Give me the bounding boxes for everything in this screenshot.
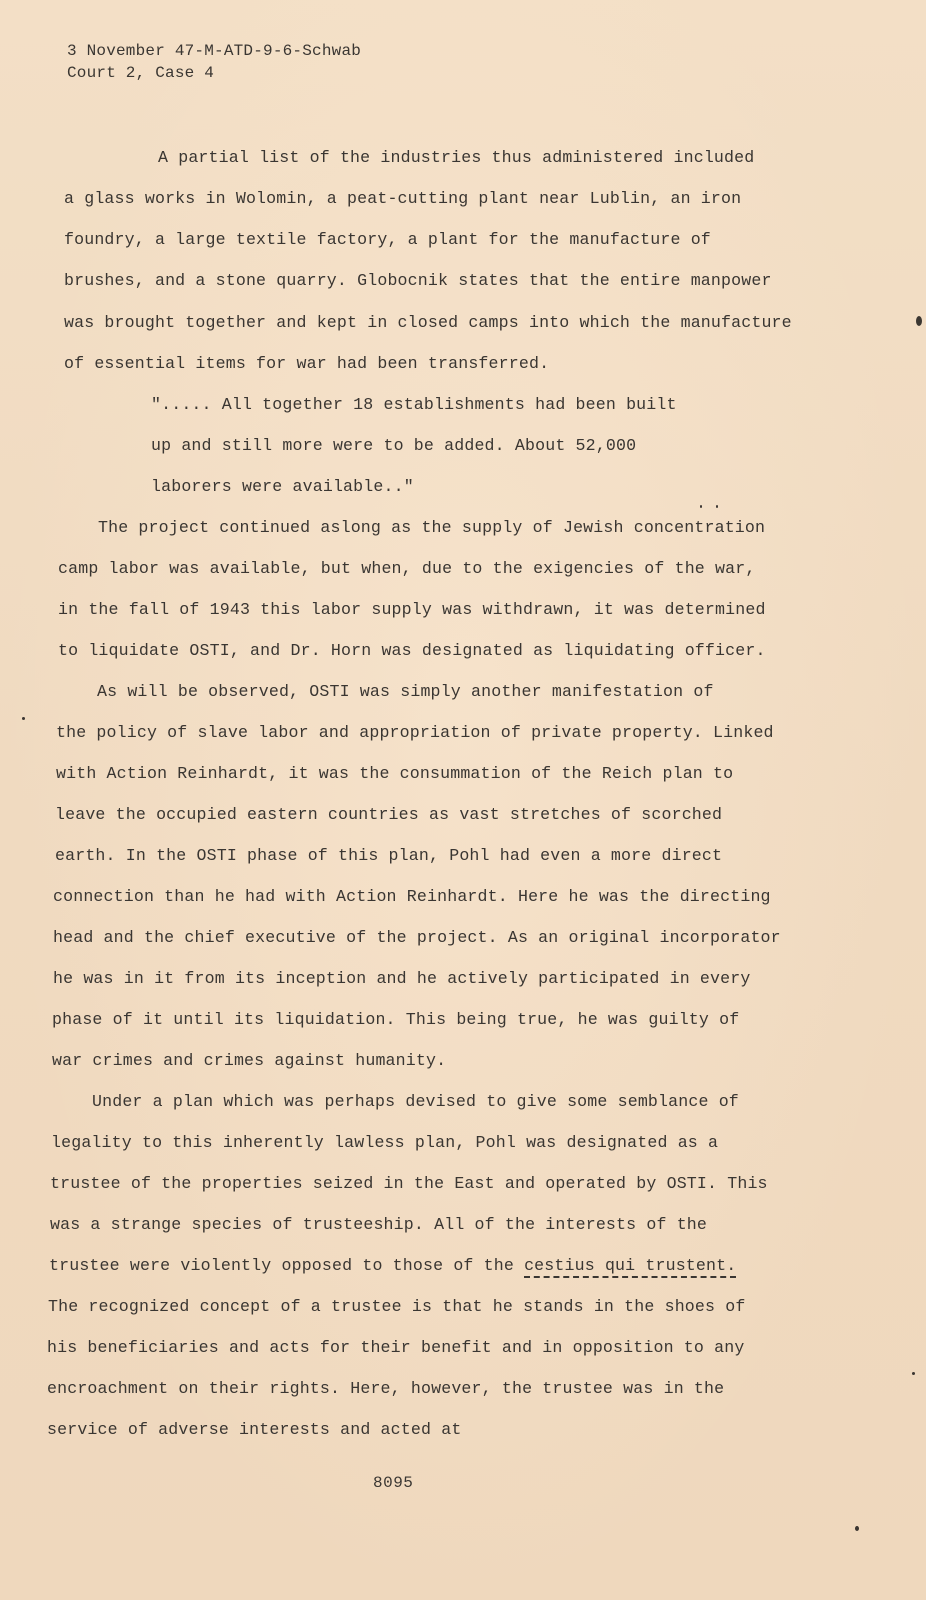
body-line-text: trustee were violently opposed to those of the	[49, 1256, 525, 1275]
body-line: foundry, a large textile factory, a plant for the manufacture of	[64, 230, 711, 249]
body-line: connection than he had with Action Reinhardt. Here he was the directing	[53, 887, 771, 906]
body-line: war crimes and crimes against humanity.	[52, 1051, 447, 1070]
page-number: 8095	[373, 1474, 414, 1492]
body-line: camp labor was available, but when, due to the exigencies of the war,	[58, 559, 756, 578]
body-line: head and the chief executive of the project. As an original incorporator	[53, 928, 781, 947]
body-line: in the fall of 1943 this labor supply was withdrawn, it was determined	[58, 600, 766, 619]
body-line: legality to this inherently lawless plan, Pohl was designated as a	[51, 1133, 719, 1152]
body-line: to liquidate OSTI, and Dr. Horn was designated as liquidating officer.	[58, 641, 766, 660]
header-court-case: Court 2, Case 4	[67, 64, 215, 82]
body-line: Under a plan which was perhaps devised to give some semblance of	[92, 1092, 739, 1111]
body-line: The recognized concept of a trustee is that he stands in the shoes of	[48, 1297, 746, 1316]
body-line: was brought together and kept in closed camps into which the manufacture	[64, 313, 792, 332]
paper-speck	[916, 316, 922, 326]
body-line: As will be observed, OSTI was simply another manifestation of	[97, 682, 714, 701]
header-date-reference: 3 November 47-M-ATD-9-6-Schwab	[67, 42, 362, 60]
body-line: the policy of slave labor and appropriation of private property. Linked	[56, 723, 774, 742]
body-line: he was in it from its inception and he actively participated in every	[53, 969, 751, 988]
body-line: of essential items for war had been transferred.	[64, 354, 550, 373]
paper-speck	[22, 717, 25, 720]
body-line: trustee of the properties seized in the East and operated by OSTI. This	[50, 1174, 768, 1193]
body-line: a glass works in Wolomin, a peat-cutting plant near Lublin, an iron	[64, 189, 742, 208]
body-line: leave the occupied eastern countries as vast stretches of scorched	[55, 805, 723, 824]
latin-phrase-underlined: cestius qui trustent.	[524, 1256, 736, 1278]
document-header	[67, 40, 361, 84]
paper-speck	[700, 505, 702, 508]
body-line	[49, 1256, 736, 1276]
body-line: with Action Reinhardt, it was the consummation of the Reich plan to	[56, 764, 734, 783]
paper-speck	[912, 1372, 915, 1375]
paper-speck	[855, 1526, 859, 1531]
body-line: brushes, and a stone quarry. Globocnik states that the entire manpower	[64, 271, 772, 290]
body-line: his beneficiaries and acts for their benefit and in opposition to any	[47, 1338, 745, 1357]
body-line: The project continued aslong as the supply of Jewish concentration	[98, 518, 766, 537]
body-line: encroachment on their rights. Here, however, the trustee was in the	[47, 1379, 725, 1398]
body-line: earth. In the OSTI phase of this plan, Pohl had even a more direct	[55, 846, 723, 865]
body-line: was a strange species of trusteeship. All of the interests of the	[50, 1215, 708, 1234]
body-line: phase of it until its liquidation. This being true, he was guilty of	[52, 1010, 740, 1029]
body-line: service of adverse interests and acted at	[47, 1420, 462, 1439]
quote-line: laborers were available.."	[151, 477, 414, 496]
paper-speck	[716, 505, 718, 508]
quote-line: "..... All together 18 establishments had been built	[151, 395, 677, 414]
body-line: A partial list of the industries thus administered included	[158, 148, 755, 167]
quote-line: up and still more were to be added. About 52,000	[151, 436, 637, 455]
